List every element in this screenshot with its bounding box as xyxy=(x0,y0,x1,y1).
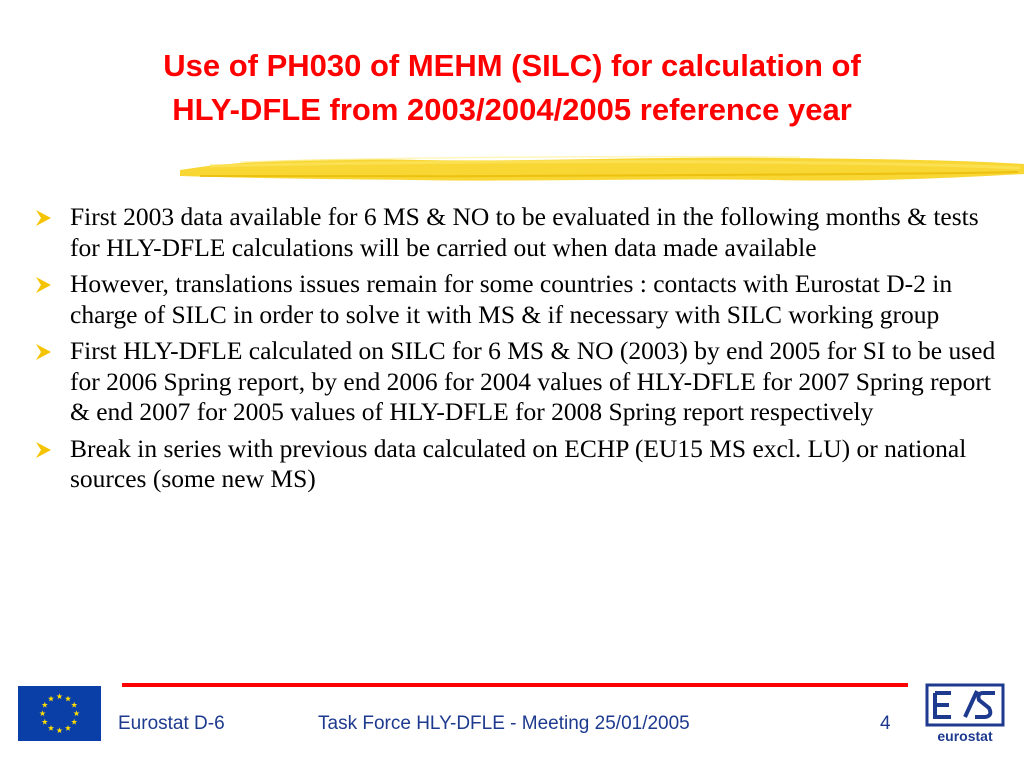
bullet-item-2 xyxy=(34,269,1006,330)
arrowhead-bullet-icon xyxy=(34,343,52,361)
bullet-text: First HLY-DFLE calculated on SILC for 6 MS & NO (2003) by end 2005 for SI to be used for 2006 Spring report, by end 2006 for 2004 values of HLY-DFLE for 2007 Spring report & end 2007 for 2005 values of HLY-DFLE for 2008 Spring report respectively xyxy=(70,336,996,426)
bullet-item-3 xyxy=(34,336,1006,428)
footer-meeting: Task Force HLY-DFLE - Meeting 25/01/2005 xyxy=(318,713,690,734)
slide-title-line-1: Use of PH030 of MEHM (SILC) for calculation of xyxy=(163,48,861,83)
footer-department: Eurostat D-6 xyxy=(118,713,225,734)
eurostat-logo-text: eurostat xyxy=(937,728,993,744)
arrowhead-bullet-icon xyxy=(34,209,52,227)
arrowhead-bullet-icon xyxy=(34,276,52,294)
page-number: 4 xyxy=(880,713,891,734)
bullet-text: First 2003 data available for 6 MS & NO to be evaluated in the following months & tests for HLY-DFLE calculations will be carried out when data made available xyxy=(70,202,979,262)
bullet-item-4 xyxy=(34,434,1006,495)
bullet-text: Break in series with previous data calculated on ECHP (EU15 MS excl. LU) or national sources (some new MS) xyxy=(70,433,967,493)
slide-title xyxy=(20,44,1004,132)
yellow-brush-stroke xyxy=(180,148,1024,188)
bullet-item-1 xyxy=(34,202,1006,263)
eurostat-logo xyxy=(925,683,1005,745)
eu-flag-icon xyxy=(18,686,101,741)
bullet-list xyxy=(34,202,1006,501)
bullet-text: However, translations issues remain for some countries : contacts with Eurostat D-2 in charge of SILC in order to solve it with MS & if necessary with SILC working group xyxy=(70,269,953,329)
footer-divider xyxy=(122,683,908,687)
arrowhead-bullet-icon xyxy=(34,441,52,459)
slide-title-line-2: HLY-DFLE from 2003/2004/2005 reference year xyxy=(172,92,852,127)
